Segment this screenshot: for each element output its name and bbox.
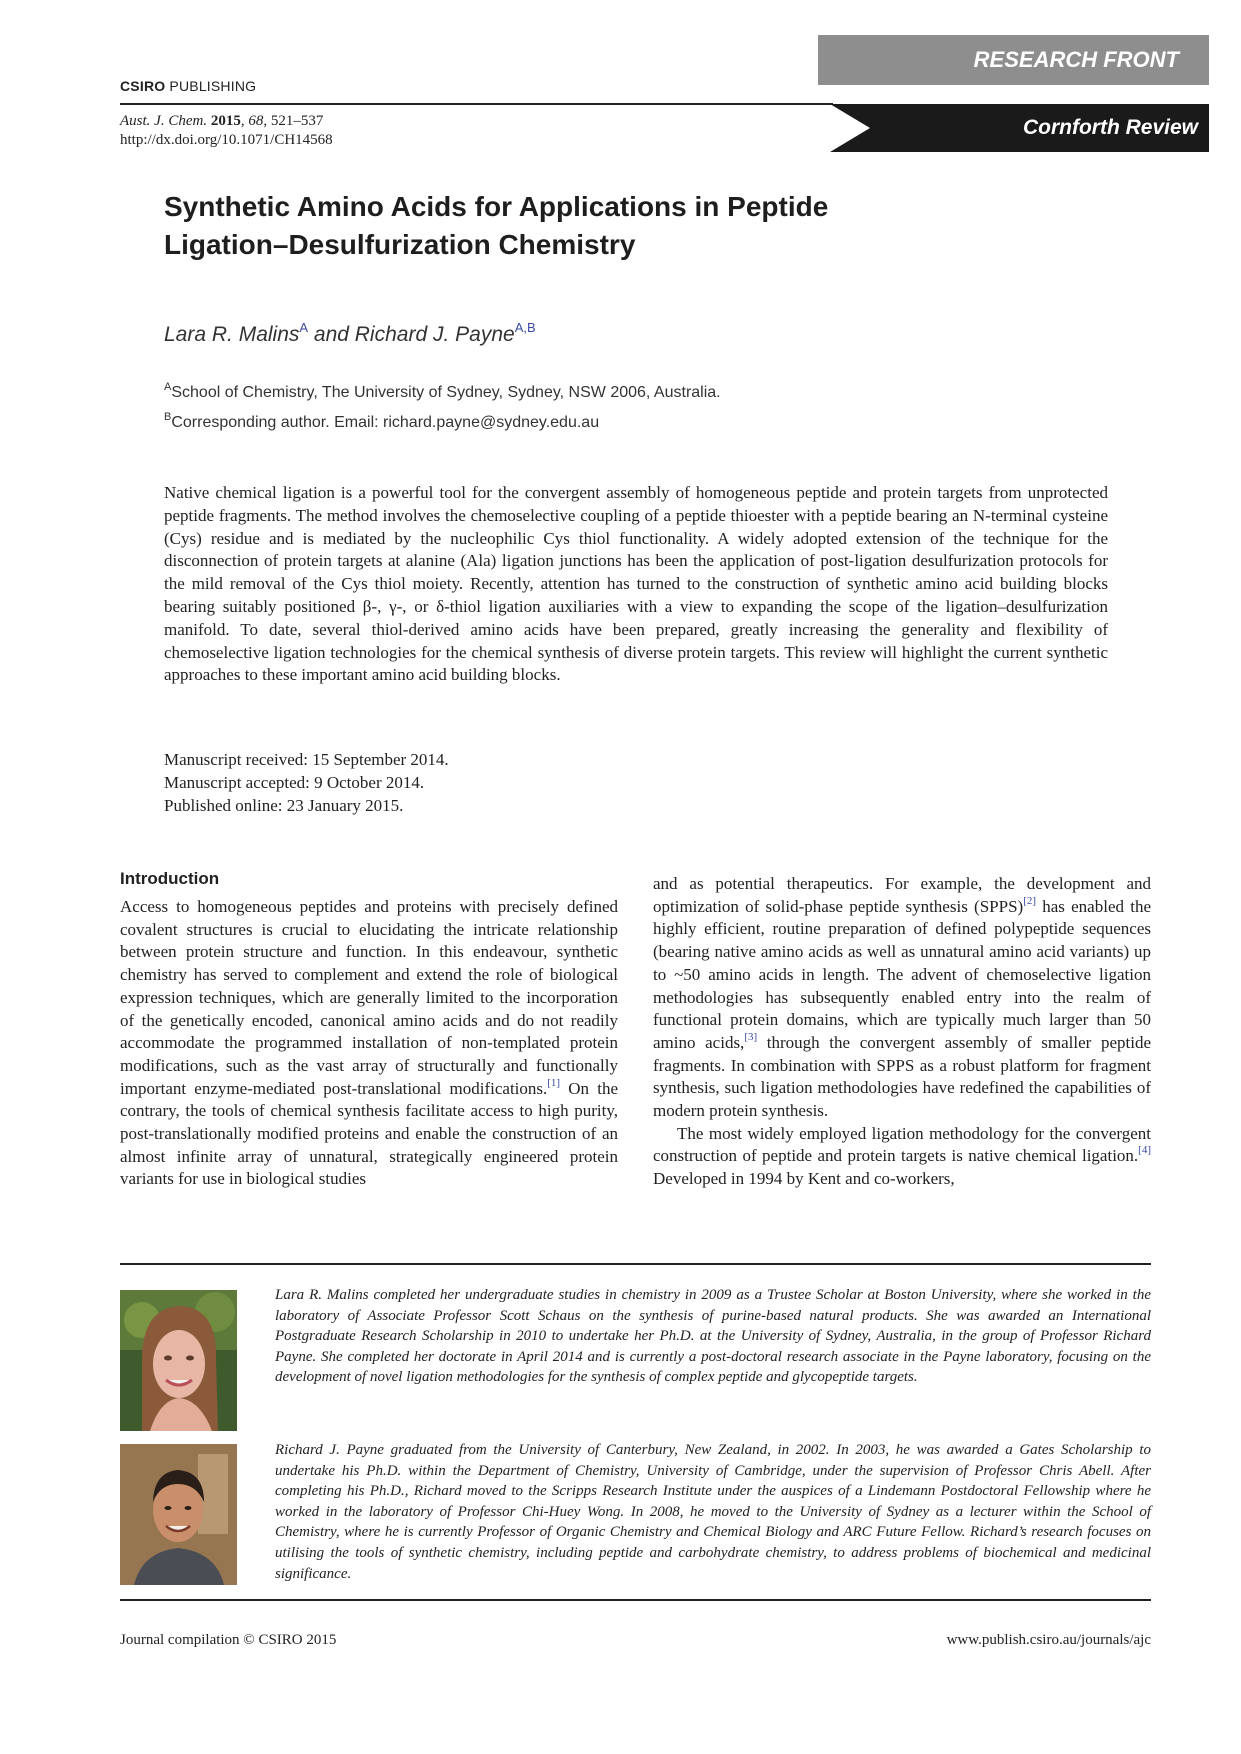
section-label: RESEARCH FRONT — [973, 47, 1179, 72]
intro-paragraph-1-cont — [653, 873, 1151, 1123]
publisher-rest: PUBLISHING — [165, 78, 257, 94]
introduction-heading: Introduction — [120, 869, 220, 888]
reference-3[interactable]: [3] — [744, 1030, 758, 1043]
publisher-name — [120, 78, 256, 94]
reference-1[interactable]: [1] — [547, 1076, 561, 1089]
citation-volume: 68 — [248, 113, 264, 129]
aff-a-mark: A — [164, 381, 172, 393]
right-p1c: through the convergent assembly of smaller peptide fragments. In combination with SPPS as a robust platform for fragment synthesis, such ligation methodologies have redefined the capabilities of modern protein synthesis. — [653, 1032, 1151, 1121]
citation-pages: , 521–537 — [263, 113, 324, 129]
journal-url[interactable]: www.publish.csiro.au/journals/ajc — [946, 1632, 1151, 1648]
malins-photo — [120, 1290, 237, 1431]
right-p1b: has enabled the highly efficient, routine preparation of defined polypeptide sequences (bearing native amino acids as well as unnatural amino acid variants) up to ~50 amino acids in length. The advent of chemoselective ligation methodologies has subsequently enabled entry into the realm of functional protein domains, which are typically much larger than 50 amino acids, — [653, 896, 1151, 1052]
article-title — [164, 188, 964, 264]
citation-block — [120, 112, 333, 150]
author1-affiliation-mark[interactable]: A — [299, 320, 309, 335]
right-p1a: and as potential therapeutics. For example, the development and optimization of solid-phase peptide synthesis (SPPS) — [653, 874, 1151, 916]
intro-p1-continued: On the contrary, the tools of chemical synthesis facilitate access to high purity, post-translationally modified proteins and enable the construction of an almost infinite array of unnatural, strategically engineered protein variants for use in biological studies — [120, 1078, 618, 1189]
journal-abbrev: Aust. J. Chem. — [120, 113, 208, 129]
author-malins: Lara R. Malins — [164, 323, 300, 346]
date-received: Manuscript received: 15 September 2014. — [164, 750, 449, 769]
publisher-bold: CSIRO — [120, 78, 166, 94]
date-accepted: Manuscript accepted: 9 October 2014. — [164, 773, 425, 792]
header-rule — [120, 103, 833, 105]
series-label: Cornforth Review — [1022, 116, 1198, 139]
title-line-2: Ligation–Desulfurization Chemistry — [164, 229, 636, 260]
bio-rule-top — [120, 1263, 1151, 1265]
right-p2b: Developed in 1994 by Kent and co-workers, — [653, 1169, 955, 1189]
journal-compilation: Journal compilation © CSIRO 2015 — [120, 1632, 337, 1648]
intro-right-column — [653, 873, 1151, 1191]
affiliation-a — [164, 375, 721, 405]
date-published: Published online: 23 January 2015. — [164, 796, 404, 815]
aff-a-text: School of Chemistry, The University of Sydney, Sydney, NSW 2006, Australia. — [171, 384, 721, 401]
payne-bio: Richard J. Payne graduated from the University of Canterbury, New Zealand, in 2002. In 2003, he was awarded a Gates Scholarship to undertake his Ph.D. within the Department of Chemistry, University of Cambridge, under the supervision of Professor Chris Abell. After completing his Ph.D., Richard moved to the Scripps Research Institute under the auspices of a Lindemann Postdoctoral Fellowship where he worked in the laboratory of Professor Chi-Huey Wong. In 2008, he moved to the University of Sydney as a lecturer within the School of Chemistry, where he is currently Professor of Organic Chemistry and Chemical Biology and ARC Future Fellow. Richard’s research focuses on utilising the tools of synthetic chemistry, including peptide and carbohydrate chemistry, to address problems of biochemical and medicinal significance. — [275, 1442, 1151, 1582]
bio-rule-bottom — [120, 1599, 1151, 1601]
aff-b-mark: B — [164, 411, 172, 423]
title-line-1: Synthetic Amino Acids for Applications in Peptide — [164, 191, 829, 222]
aff-b-text: Corresponding author. Email: richard.payne@sydney.edu.au — [171, 414, 600, 431]
manuscript-dates — [164, 748, 449, 817]
payne-photo — [120, 1444, 237, 1585]
research-front-banner — [818, 35, 1209, 85]
malins-bio: Lara R. Malins completed her undergraduate studies in chemistry in 2009 as a Trustee Scholar at Boston University, where she worked in the laboratory of Associate Professor Scott Schaus on the synthesis of purine-based natural products. She was awarded an International Postgraduate Research Scholarship in 2010 to undertake her Ph.D. at the University of Sydney, Australia, in the group of Professor Richard Payne. She completed her doctorate in April 2014 and is currently a post-doctoral research associate in the Payne laboratory, focusing on the development of novel ligation methodologies for the synthesis of complex peptide and glycopeptide targets. — [275, 1287, 1151, 1386]
intro-paragraph-2 — [653, 1123, 1151, 1191]
right-p2a: The most widely employed ligation methodology for the convergent construction of peptide and protein targets is native chemical ligation. — [653, 1123, 1151, 1166]
affiliation-b — [164, 405, 721, 435]
citation-line: Aust. J. Chem. 2015, 68, 521–537 — [120, 113, 324, 129]
doi-link[interactable]: http://dx.doi.org/10.1071/CH14568 — [120, 132, 333, 148]
reference-2[interactable]: [2] — [1023, 894, 1037, 907]
intro-paragraph-1 — [120, 896, 618, 1191]
reference-4[interactable]: [4] — [1138, 1144, 1151, 1157]
affiliations — [164, 375, 721, 435]
author-line — [164, 320, 536, 347]
citation-year: 2015 — [210, 113, 241, 129]
abstract: Native chemical ligation is a powerful tool for the convergent assembly of homogeneous peptide and protein targets from unprotected peptide fragments. The method involves the chemoselective coupling of a peptide thioester with a peptide bearing an N-terminal cysteine (Cys) residue and is mediated by the nucleophilic Cys thiol functionality. A widely adopted extension of the technique for the disconnection of protein targets at alanine (Ala) ligation junctions has been the application of post-ligation desulfurization protocols for the mild removal of the Cys thiol moiety. Recently, attention has turned to the construction of synthetic amino acid building blocks bearing suitably positioned β-, γ-, or δ-thiol ligation auxiliaries with a view to expanding the scope of the ligation–desulfurization manifold. To date, several thiol-derived amino acids have been prepared, greatly increasing the generality and flexibility of chemoselective ligation technologies for the chemical synthesis of diverse protein targets. This review will highlight the current synthetic approaches to these important amino acid building blocks. — [164, 483, 1108, 685]
intro-left-column — [120, 896, 618, 1191]
intro-p1-text: Access to homogeneous peptides and proteins with precisely defined covalent structures is crucial to elucidating the intricate relationship between protein structure and function. In this endeavour, synthetic chemistry has served to complement and extend the role of biological expression techniques, which are generally limited to the incorporation of the genetically encoded, canonical amino acids and do not readily accommodate the programmed installation of non-templated protein modifications, such as the vast array of structurally and functionally important enzyme-mediated post-translational modifications. — [120, 897, 618, 1098]
author2-affiliation-mark[interactable]: A,B — [514, 320, 536, 335]
author-payne: and Richard J. Payne — [308, 323, 515, 346]
